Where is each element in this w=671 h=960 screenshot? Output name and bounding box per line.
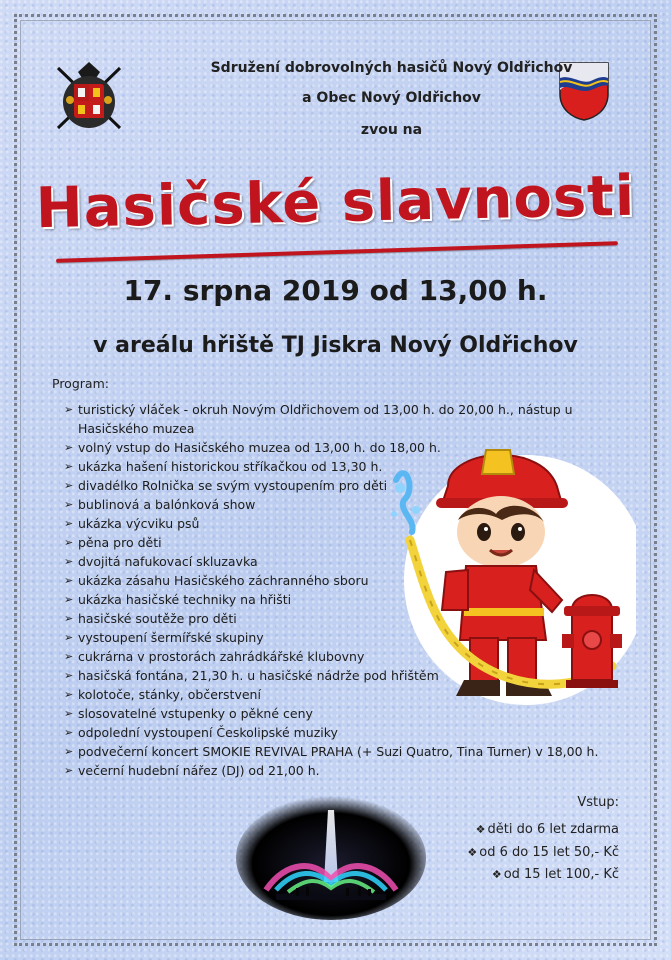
title-underline (56, 241, 618, 263)
arrow-bullet-icon: ➢ (64, 745, 74, 758)
list-item: ➢ ukázka hasičské techniky na hřišti (64, 592, 292, 607)
list-item: ➢ vystoupení šermířské skupiny (64, 630, 264, 645)
list-item: ➢ hasičská fontána, 21,30 h. u hasičské nádrže pod hřištěm (64, 668, 439, 683)
arrow-bullet-icon: ➢ (64, 574, 74, 587)
list-item: ➢ ukázka hašení historickou stříkačkou od 13,30 h. (64, 459, 383, 474)
arrow-bullet-icon: ➢ (64, 460, 74, 473)
arrow-bullet-icon: ➢ (64, 498, 74, 511)
arrow-bullet-icon: ➢ (64, 479, 74, 492)
entry-label: Vstup: (577, 795, 619, 810)
list-item: ➢ odpolední vystoupení Českolipské muziky (64, 725, 338, 740)
arrow-bullet-icon: ➢ (64, 441, 74, 454)
organizer-line-2: a Obec Nový Oldřichov (302, 90, 481, 106)
entry-price-item: ❖ od 6 do 15 let 50,- Kč (467, 845, 619, 860)
arrow-bullet-icon: ➢ (64, 555, 74, 568)
arrow-bullet-icon: ➢ (64, 517, 74, 530)
page-title: Hasičské slavnosti (35, 163, 636, 242)
program-label: Program: (52, 376, 109, 391)
list-item: ➢ volný vstup do Hasičského muzea od 13,00 h. do 18,00 h. (64, 440, 441, 455)
arrow-bullet-icon: ➢ (64, 688, 74, 701)
list-item: ➢ večerní hudební nářez (DJ) od 21,00 h. (64, 763, 320, 778)
arrow-bullet-icon: ➢ (64, 669, 74, 682)
arrow-bullet-icon: ➢ (64, 593, 74, 606)
list-item: ➢ kolotoče, stánky, občerstvení (64, 687, 261, 702)
diamond-bullet-icon: ❖ (491, 868, 502, 881)
list-item: ➢ podvečerní koncert SMOKIE REVIVAL PRAHA (+ Suzi Quatro, Tina Turner) v 18,00 h. (64, 744, 599, 759)
diamond-bullet-icon: ❖ (467, 846, 478, 859)
arrow-bullet-icon: ➢ (64, 403, 74, 416)
entry-price-item: ❖ děti do 6 let zdarma (475, 822, 619, 837)
arrow-bullet-icon: ➢ (64, 612, 74, 625)
firefighter-kid-illustration (376, 440, 636, 710)
list-item: ➢ divadélko Rolnička se svým vystoupením pro děti (64, 478, 388, 493)
arrow-bullet-icon: ➢ (64, 707, 74, 720)
list-item: ➢ ukázka zásahu Hasičského záchranného sboru (64, 573, 369, 588)
list-item: ➢ bublinová a balónková show (64, 497, 256, 512)
arrow-bullet-icon: ➢ (64, 536, 74, 549)
list-item: ➢ hasičské soutěže pro děti (64, 611, 237, 626)
list-item: ➢ pěna pro děti (64, 535, 162, 550)
list-item: ➢ ukázka výcviku psů (64, 516, 200, 531)
entry-price-item: ❖ od 15 let 100,- Kč (491, 867, 619, 882)
organizer-line-3: zvou na (360, 122, 423, 138)
organizer-line-1: Sdružení dobrovolných hasičů Nový Oldřichov (210, 60, 573, 76)
diamond-bullet-icon: ❖ (475, 823, 486, 836)
list-item: ➢ dvojitá nafukovací skluzavka (64, 554, 258, 569)
arrow-bullet-icon: ➢ (64, 764, 74, 777)
event-date: 17. srpna 2019 od 13,00 h. (123, 274, 548, 307)
list-item: ➢ cukrárna v prostorách zahrádkářské klubovny (64, 649, 365, 664)
list-item: ➢ turistický vláček - okruh Novým Oldřichovem od 13,00 h. do 20,00 h., nástup u Hasičského muzea (64, 402, 573, 436)
arrow-bullet-icon: ➢ (64, 726, 74, 739)
arrow-bullet-icon: ➢ (64, 631, 74, 644)
list-item: ➢ slosovatelné vstupenky o pěkné ceny (64, 706, 313, 721)
fountain-night-illustration (236, 790, 426, 920)
arrow-bullet-icon: ➢ (64, 650, 74, 663)
event-venue: v areálu hřiště TJ Jiskra Nový Oldřichov (93, 333, 578, 358)
